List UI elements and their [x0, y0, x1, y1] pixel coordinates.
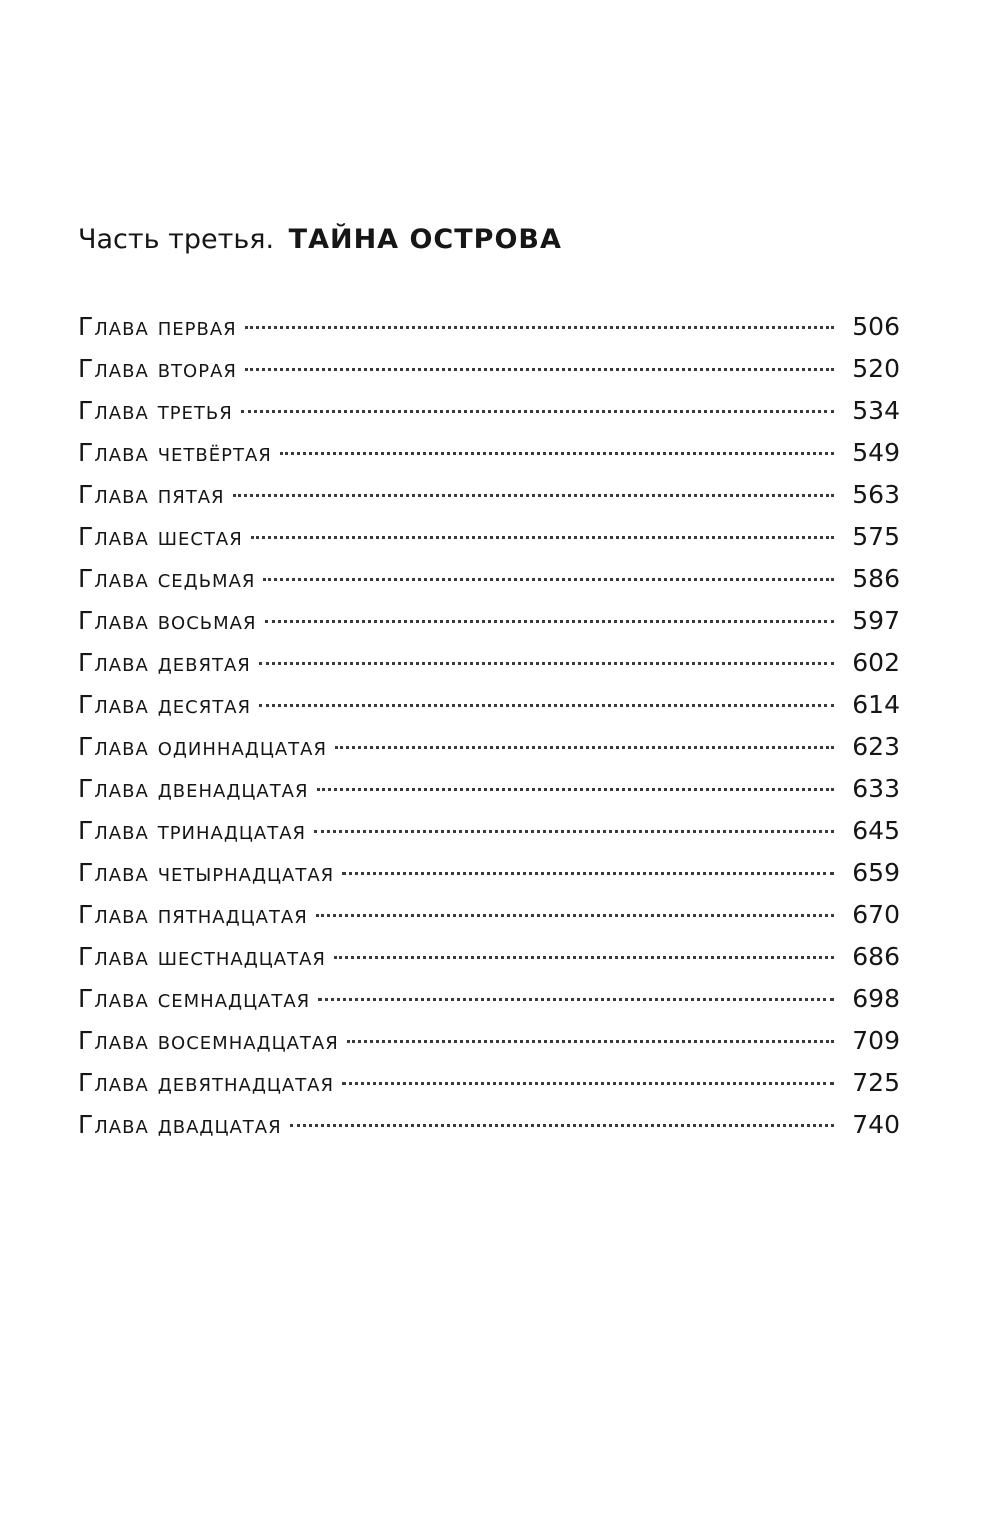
toc-entry[interactable]: [78, 936, 900, 978]
toc-entry[interactable]: [78, 894, 900, 936]
dot-leader: [280, 452, 834, 455]
toc-entry[interactable]: [78, 1062, 900, 1104]
toc-entry[interactable]: [78, 1020, 900, 1062]
page-number: 563: [852, 480, 900, 509]
toc-entry[interactable]: [78, 558, 900, 600]
page-number: 520: [852, 354, 900, 383]
dot-leader: [314, 830, 834, 833]
toc-entry[interactable]: [78, 474, 900, 516]
chapter-title: Глава двадцатая: [78, 1110, 282, 1139]
page-number: 725: [852, 1068, 900, 1097]
chapter-title: Глава третья: [78, 396, 233, 425]
chapter-title: Глава шестнадцатая: [78, 942, 326, 971]
page-number: 698: [852, 984, 900, 1013]
dot-leader: [316, 914, 834, 917]
toc-entry[interactable]: [78, 348, 900, 390]
dot-leader: [259, 662, 834, 665]
chapter-title: Глава пятая: [78, 480, 225, 509]
dot-leader: [347, 1040, 834, 1043]
toc-entry[interactable]: [78, 852, 900, 894]
toc-entry[interactable]: [78, 810, 900, 852]
toc-entry[interactable]: [78, 390, 900, 432]
page-number: 709: [852, 1026, 900, 1055]
page-number: 586: [852, 564, 900, 593]
toc-entry[interactable]: [78, 432, 900, 474]
toc-entry[interactable]: [78, 684, 900, 726]
chapter-title: Глава первая: [78, 312, 237, 341]
page-number: 534: [852, 396, 900, 425]
page-number: 686: [852, 942, 900, 971]
dot-leader: [259, 704, 834, 707]
dot-leader: [245, 368, 834, 371]
chapter-title: Глава пятнадцатая: [78, 900, 308, 929]
part-heading: [78, 222, 562, 258]
dot-leader: [335, 746, 834, 749]
dot-leader: [317, 788, 834, 791]
dot-leader: [251, 536, 834, 539]
page-number: 549: [852, 438, 900, 467]
page-number: 575: [852, 522, 900, 551]
dot-leader: [263, 578, 834, 581]
dot-leader: [241, 410, 834, 413]
page-number: 597: [852, 606, 900, 635]
toc-entry[interactable]: [78, 978, 900, 1020]
toc-entry[interactable]: [78, 600, 900, 642]
dot-leader: [233, 494, 834, 497]
chapter-title: Глава тринадцатая: [78, 816, 307, 845]
page-number: 670: [852, 900, 900, 929]
page-number: 633: [852, 774, 900, 803]
page-number: 614: [852, 690, 900, 719]
chapter-title: Глава восемнадцатая: [78, 1026, 339, 1055]
chapter-title: Глава седьмая: [78, 564, 256, 593]
dot-leader: [318, 998, 834, 1001]
toc-entry[interactable]: [78, 726, 900, 768]
page-number: 645: [852, 816, 900, 845]
toc-entry[interactable]: [78, 768, 900, 810]
page-number: 506: [852, 312, 900, 341]
dot-leader: [334, 956, 834, 959]
chapter-title: Глава вторая: [78, 354, 237, 383]
table-of-contents: [78, 306, 900, 1146]
dot-leader: [265, 620, 835, 623]
page-number: 740: [852, 1110, 900, 1139]
part-label: Часть третья.: [78, 224, 275, 255]
chapter-title: Глава четвёртая: [78, 438, 272, 467]
chapter-title: Глава десятая: [78, 690, 252, 719]
toc-entry[interactable]: [78, 1104, 900, 1146]
chapter-title: Глава девятнадцатая: [78, 1068, 335, 1097]
dot-leader: [342, 1082, 834, 1085]
toc-entry[interactable]: [78, 516, 900, 558]
chapter-title: Глава четырнадцатая: [78, 858, 335, 887]
chapter-title: Глава семнадцатая: [78, 984, 311, 1013]
chapter-title: Глава восьмая: [78, 606, 257, 635]
page-number: 659: [852, 858, 900, 887]
part-title: ТАЙНА ОСТРОВА: [288, 224, 562, 255]
chapter-title: Глава девятая: [78, 648, 251, 677]
toc-entry[interactable]: [78, 642, 900, 684]
page-number: 602: [852, 648, 900, 677]
dot-leader: [290, 1124, 834, 1127]
chapter-title: Глава шестая: [78, 522, 243, 551]
toc-entry[interactable]: [78, 306, 900, 348]
dot-leader: [245, 326, 834, 329]
chapter-title: Глава двенадцатая: [78, 774, 309, 803]
page-number: 623: [852, 732, 900, 761]
chapter-title: Глава одиннадцатая: [78, 732, 327, 761]
dot-leader: [342, 872, 834, 875]
